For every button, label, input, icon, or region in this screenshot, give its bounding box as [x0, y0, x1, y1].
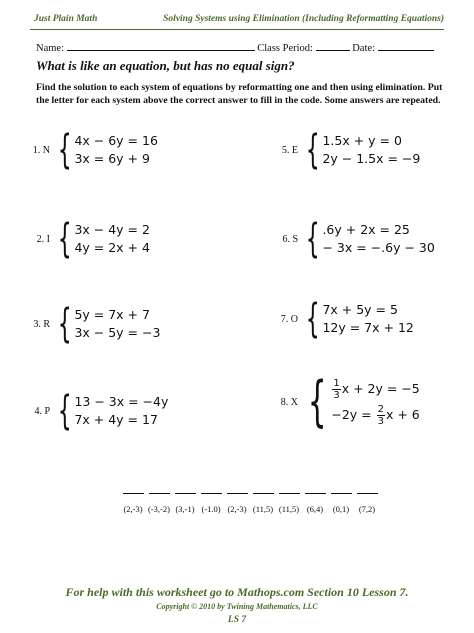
brace-icon: {	[305, 216, 320, 262]
equation: 5y = 7x + 7	[74, 307, 150, 322]
header-rule	[30, 29, 444, 30]
problem-2	[16, 216, 150, 262]
riddle-question: What is like an equation, but has no equal sign?	[36, 58, 295, 73]
name-line	[36, 40, 440, 54]
brace-icon: {	[57, 216, 72, 262]
answer-blank[interactable]	[123, 493, 144, 500]
period-label: Class Period:	[257, 43, 313, 54]
problem-label: 1. N	[32, 144, 50, 156]
brace-icon: {	[57, 127, 72, 173]
problem-label: 6. S	[282, 233, 298, 245]
equation-system	[74, 306, 160, 342]
code-cell: (3,-1)	[172, 493, 198, 514]
equation: 13 − 3x = −4y	[74, 394, 169, 409]
brace-icon: {	[57, 301, 72, 347]
answer-blank[interactable]	[279, 493, 300, 500]
problem-label: 7. O	[280, 313, 298, 325]
problem-3	[16, 301, 161, 347]
equation-system	[322, 132, 420, 168]
code-cell: (6,4)	[302, 493, 328, 514]
problem-label: 2. I	[36, 233, 50, 245]
code-cell: (11,5)	[250, 493, 276, 514]
answer-blank[interactable]	[149, 493, 170, 500]
equation: 12y = 7x + 12	[322, 320, 414, 335]
equation-system	[331, 376, 419, 428]
problem-1	[16, 127, 158, 173]
problem-8	[264, 370, 420, 433]
date-blank[interactable]	[378, 40, 434, 51]
code-cell: (11,5)	[276, 493, 302, 514]
answer-blank[interactable]	[253, 493, 274, 500]
answer-blank[interactable]	[175, 493, 196, 500]
answer-blank[interactable]	[227, 493, 248, 500]
problem-label: 8. X	[280, 396, 298, 408]
footer-lesson-code: LS 7	[227, 615, 247, 625]
equation: 3x − 4y = 2	[74, 222, 150, 237]
equation: 7x + 4y = 17	[74, 412, 158, 427]
code-cell: (-1.0)	[198, 493, 224, 514]
header-right: Solving Systems using Elimination (Including Reformatting Equations)	[163, 14, 444, 24]
answer-blank[interactable]	[357, 493, 378, 500]
equation: − 3x = −.6y − 30	[322, 240, 435, 255]
equation-system	[74, 221, 150, 257]
brace-icon: {	[305, 296, 320, 342]
equation: −2y = $\frac{2}{3}$ x + 6	[331, 404, 420, 427]
equation: 2y − 1.5x = −9	[322, 151, 421, 166]
problem-label: 4. P	[34, 405, 50, 417]
name-blank[interactable]	[67, 40, 255, 51]
fraction: $\frac{1}{3}$	[333, 378, 340, 401]
code-cell: (2,-3)	[120, 493, 146, 514]
name-label: Name:	[36, 43, 64, 54]
date-label: Date:	[352, 43, 375, 54]
problem-label: 3. R	[33, 318, 50, 330]
equation: 3x − 5y = −3	[74, 325, 161, 340]
code-cell: (2,-3)	[224, 493, 250, 514]
equation-system	[74, 132, 157, 168]
period-blank[interactable]	[316, 40, 350, 51]
fraction: $\frac{2}{3}$	[377, 404, 384, 427]
answer-blank[interactable]	[305, 493, 326, 500]
code-answer-row	[120, 493, 380, 514]
brace-icon: {	[305, 127, 320, 173]
problem-4	[16, 388, 169, 434]
answer-blank[interactable]	[331, 493, 352, 500]
equation-system	[322, 221, 434, 257]
problem-7	[264, 296, 414, 342]
code-cell: (7,2)	[354, 493, 380, 514]
equation: 4y = 2x + 4	[74, 240, 150, 255]
equation-system	[322, 301, 413, 337]
equation: 7x + 5y = 5	[322, 302, 398, 317]
answer-blank[interactable]	[201, 493, 222, 500]
problem-label: 5. E	[281, 144, 298, 156]
code-cell: (0,1)	[328, 493, 354, 514]
code-cell: (-3,-2)	[146, 493, 172, 514]
problem-6	[264, 216, 435, 262]
footer-copyright: Copyright © 2010 by Twining Mathematics, LLC	[156, 602, 318, 611]
problem-5	[264, 127, 421, 173]
equation-system	[74, 393, 168, 429]
equation: 3x = 6y + 9	[74, 151, 150, 166]
equation: 1.5x + y = 0	[322, 133, 402, 148]
equation: 4x − 6y = 16	[74, 133, 158, 148]
instructions: Find the solution to each system of equations by reformatting one and then using elimination. Put the letter for each system above the correct answer to fill in the code. Some answers are repeated.	[36, 82, 443, 106]
equation: $\frac{1}{3}$ x + 2y = −5	[333, 378, 420, 401]
brace-icon: {	[307, 370, 327, 433]
footer-help-text: For help with this worksheet go to Mathops.com Section 10 Lesson 7.	[65, 585, 409, 599]
equation: .6y + 2x = 25	[322, 222, 410, 237]
brace-icon: {	[57, 388, 72, 434]
header-left: Just Plain Math	[34, 14, 98, 24]
